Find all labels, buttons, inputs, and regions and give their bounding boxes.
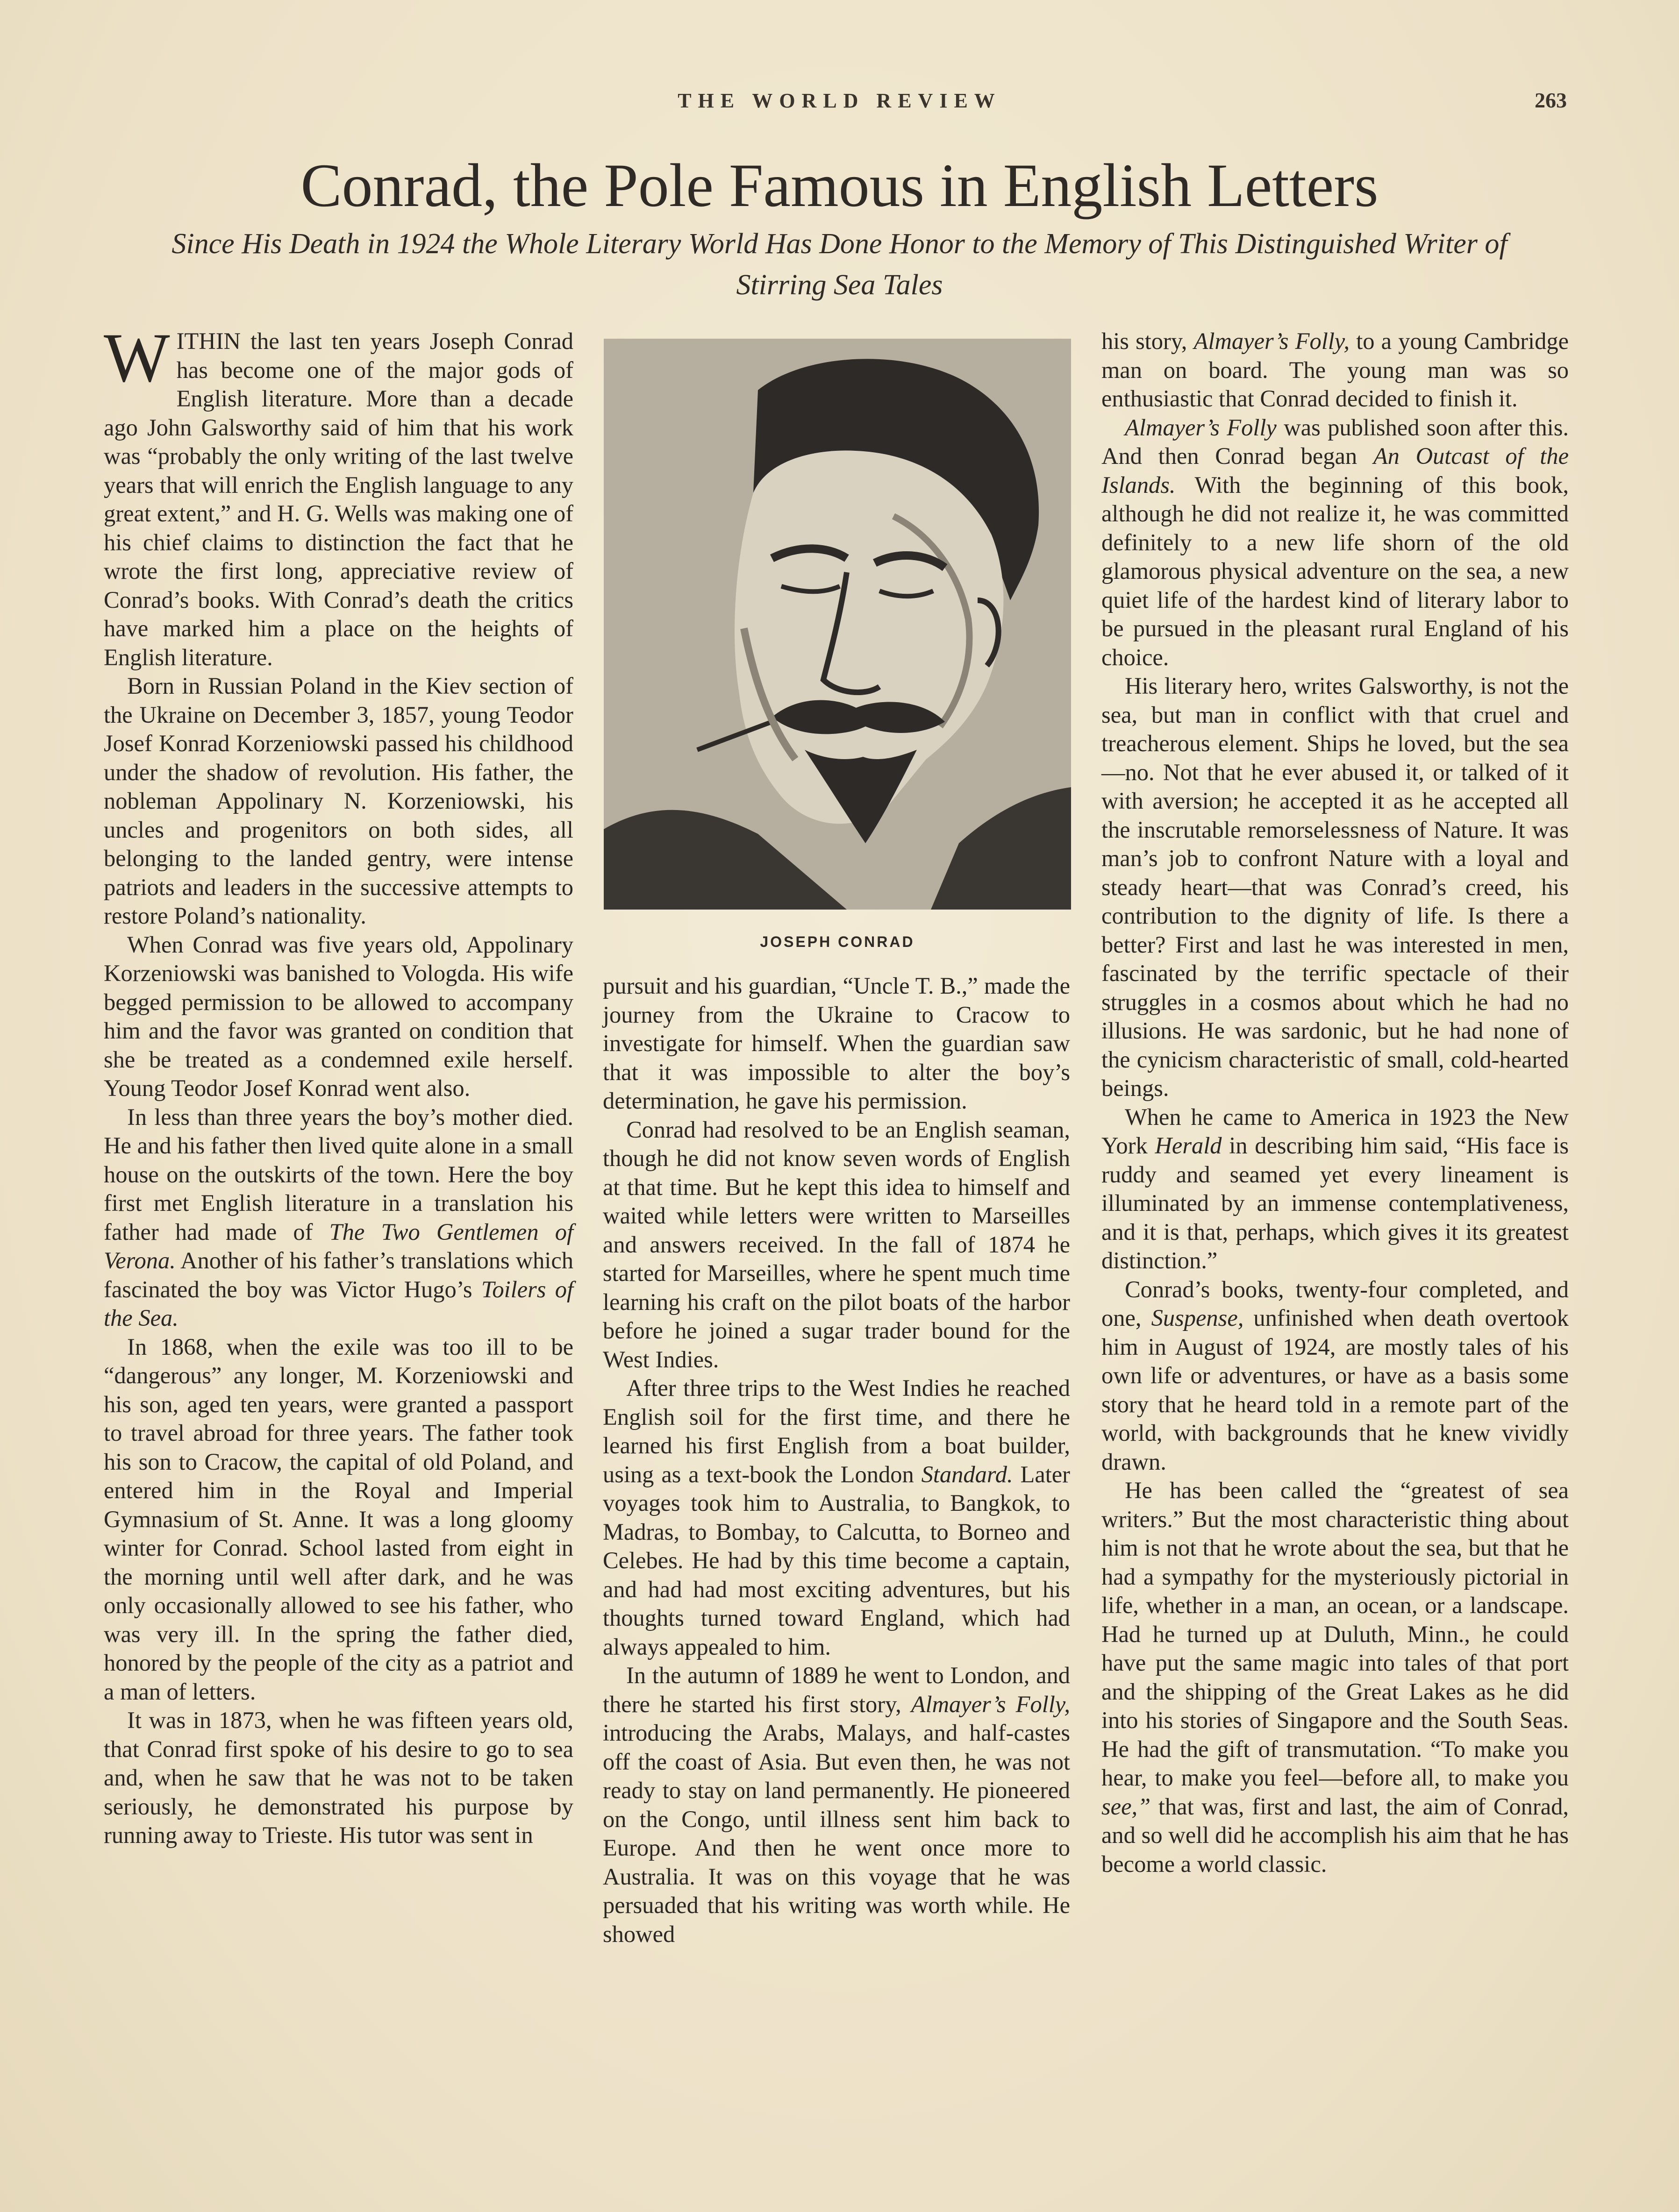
portrait-caption: JOSEPH CONRAD (760, 933, 915, 950)
paragraph: Conrad’s books, twenty-four completed, and one, Suspense, unfinished when death overtook him in August of 1924, are mostly tales of his own life or adventures, or have as a basis some story that he heard told in a remote part of the world, with backgrounds that he knew vividly drawn. (1101, 1276, 1569, 1475)
paragraph: It was in 1873, when he was fifteen years old, that Conrad first spoke of his desire to go to sea and, when he saw that he was not to be taken seriously, he demonstrated his purpose by running away to Trieste. His tutor was sent in (104, 1707, 573, 1848)
book-title: Almayer’s Folly (1125, 414, 1277, 441)
article-subhead: Since His Death in 1924 the Whole Literary World Has Done Honor to the Memory of This Distinguished Writer of Stirring Sea Tales (171, 228, 1508, 301)
paragraph: When Conrad was five years old, Appolinary Korzeniowski was banished to Vologda. His wife begged permission to be allowed to accompany him and the favor was granted on condition that she be treated as a condemned exile herself. Young Teodor Josef Konrad went also. (104, 931, 573, 1101)
book-title: Almayer’s Folly, (1193, 328, 1350, 354)
paragraph: In less than three years the boy’s mother died. He and his father then lived quite alone in a small house on the outskirts of the town. Here the boy first met English literature in a translation his father had made of The Two Gentlemen of Verona. Another of his father’s translations which fascinated the boy was Victor Hugo’s Toilers of the Sea. (104, 1103, 574, 1331)
conrad-portrait-image (604, 339, 1071, 910)
book-title: The Two Gentlemen of Verona. (104, 1218, 573, 1273)
paragraph: In the autumn of 1889 he went to London, and there he started his first story, Almayer’s Folly, introducing the Arabs, Malays, and half-castes off the coast of Asia. But even then, he was not ready to stay on land permanently. He pioneered on the Congo, until illness sent him back to Europe. And then he went once more to Australia. It was on this voyage that he was persuaded that his writing was worth while. He showed (603, 1662, 1071, 1947)
drop-cap: W (104, 319, 170, 397)
paragraph: pursuit and his guardian, “Uncle T. B.,” made the journey from the Ukraine to Cracow to investigate for himself. When the guardian saw that it was impossible to alter the boy’s determination, he gave his permission. (603, 973, 1070, 1114)
paragraph: After three trips to the West Indies he reached English soil for the first time, and there he learned his first English from a boat builder, using as a text-book the London Standard. Later voyages took him to Australia, to Bangkok, to Madras, to Bombay, to Calcutta, to Borneo and Celebes. He had by this time become a captain, and had had most exciting adventures, but his thoughts turned toward England, which had always appealed to him. (603, 1375, 1070, 1660)
newspaper-title: Standard. (921, 1461, 1013, 1487)
paragraph: his story, Almayer’s Folly, to a young Cambridge man on board. The young man was so enthusiastic that Conrad decided to finish it. (1101, 328, 1569, 412)
article-headline: Conrad, the Pole Famous in English Letters (300, 151, 1379, 220)
book-title: Toilers of the Sea. (104, 1276, 574, 1331)
page-number: 263 (1535, 88, 1567, 112)
paragraph: His literary hero, writes Galsworthy, is not the sea, but man in conflict with that cruel and treacherous element. Ships he loved, but the sea—no. Not that he ever abused it, or talked of it with aversion; he accepted it as he accepted all the inscrutable remorselessness of Nature. It was man’s job to confront Nature with a loyal and steady heart—that was Conrad’s creed, his contribution to the dignity of life. Is there a better? First and last he was interested in men, fascinated by the terrific spectacle of their struggles in a cosmos about which he had no illusions. He was sardonic, but he had none of the cynicism characteristic of small, cold-hearted beings. (1101, 673, 1569, 1101)
book-title: An Outcast of the Islands. (1101, 443, 1569, 498)
paragraph: He has been called the “greatest of sea writers.” But the most characteristic thing about him is not that he wrote about the sea, but that he had a sympathy for the mysteriously pictorial in life, whether in a man, an ocean, or a landscape. Had he turned up at Duluth, Minn., he could have put the same magic into tales of that port and the shipping of the Great Lakes as he did into his stories of Singapore and the South Seas. He had the gift of transmutation. “To make you hear, to make you feel—before all, to make you see,” that was, first and last, the aim of Conrad, and so well did he accomplish his aim that he has become a world classic. (1101, 1477, 1569, 1877)
book-title: Suspense, (1151, 1305, 1244, 1331)
paragraph: Almayer’s Folly was published soon after this. And then Conrad began An Outcast of the Islands. With the beginning of this book, although he did not realize it, he was committed definitely to a new life shorn of the old glamorous physical adventure on the sea, a new quiet life of the hardest kind of literary labor to be pursued in the pleasant rural England of his choice. (1101, 414, 1569, 670)
article-column-2 (603, 972, 1070, 1949)
article-column-1 (104, 319, 574, 1850)
paragraph: When he came to America in 1923 the New York Herald in describing him said, “His face is ruddy and seamed yet every lineament is illuminated by an immense contemplativeness, and it is that, perhaps, which gives it its greatest distinction.” (1101, 1103, 1569, 1273)
running-head: THE WORLD REVIEW (678, 89, 1001, 112)
article-column-3 (1101, 327, 1569, 1878)
paragraph: Born in Russian Poland in the Kiev section of the Ukraine on December 3, 1857, young Teodor Josef Konrad Korzeniowski passed his childhood under the shadow of revolution. His father, the nobleman Appolinary N. Korzeniowski, his uncles and progenitors on both sides, all belonging to the landed gentry, were intense patriots and leaders in the successive attempts to restore Poland’s nationality. (104, 673, 573, 929)
paragraph: In 1868, when the exile was too ill to be “dangerous” any longer, M. Korzeniowski and his son, aged ten years, were granted a passport to travel abroad for three years. The father took his son to Cracow, the capital of old Poland, and entered him in the Royal and Imperial Gymnasium of St. Anne. It was a long gloomy winter for Conrad. School lasted from eight in the morning until well after dark, and he was only occasionally allowed to see his father, who was very ill. In the spring the father died, honored by the people of the city as a patriot and a man of letters. (104, 1333, 573, 1705)
paragraph: Conrad had resolved to be an English seaman, though he did not know seven words of English at that time. But he kept this idea to himself and waited while letters were written to Marseilles and answers received. In the fall of 1874 he started for Marseilles, where he spent much time learning his craft on the pilot boats of the harbor before he joined a sugar trader bound for the West Indies. (603, 1116, 1070, 1373)
book-title: Almayer’s Folly, (911, 1691, 1071, 1717)
newspaper-title: Herald (1155, 1132, 1222, 1159)
paragraph: WITHIN the last ten years Joseph Conrad has become one of the major gods of English literature. More than a decade ago John Galsworthy said of him that his work was “probably the only writing of the last twelve years that will enrich the English language to any great extent,” and H. G. Wells was making one of his chief claims to distinction the fact that he wrote the first long, appreciative review of Conrad’s books. With Conrad’s death the critics have marked him a place on the heights of English literature. (104, 319, 573, 670)
emphasis: see,” (1101, 1793, 1151, 1820)
